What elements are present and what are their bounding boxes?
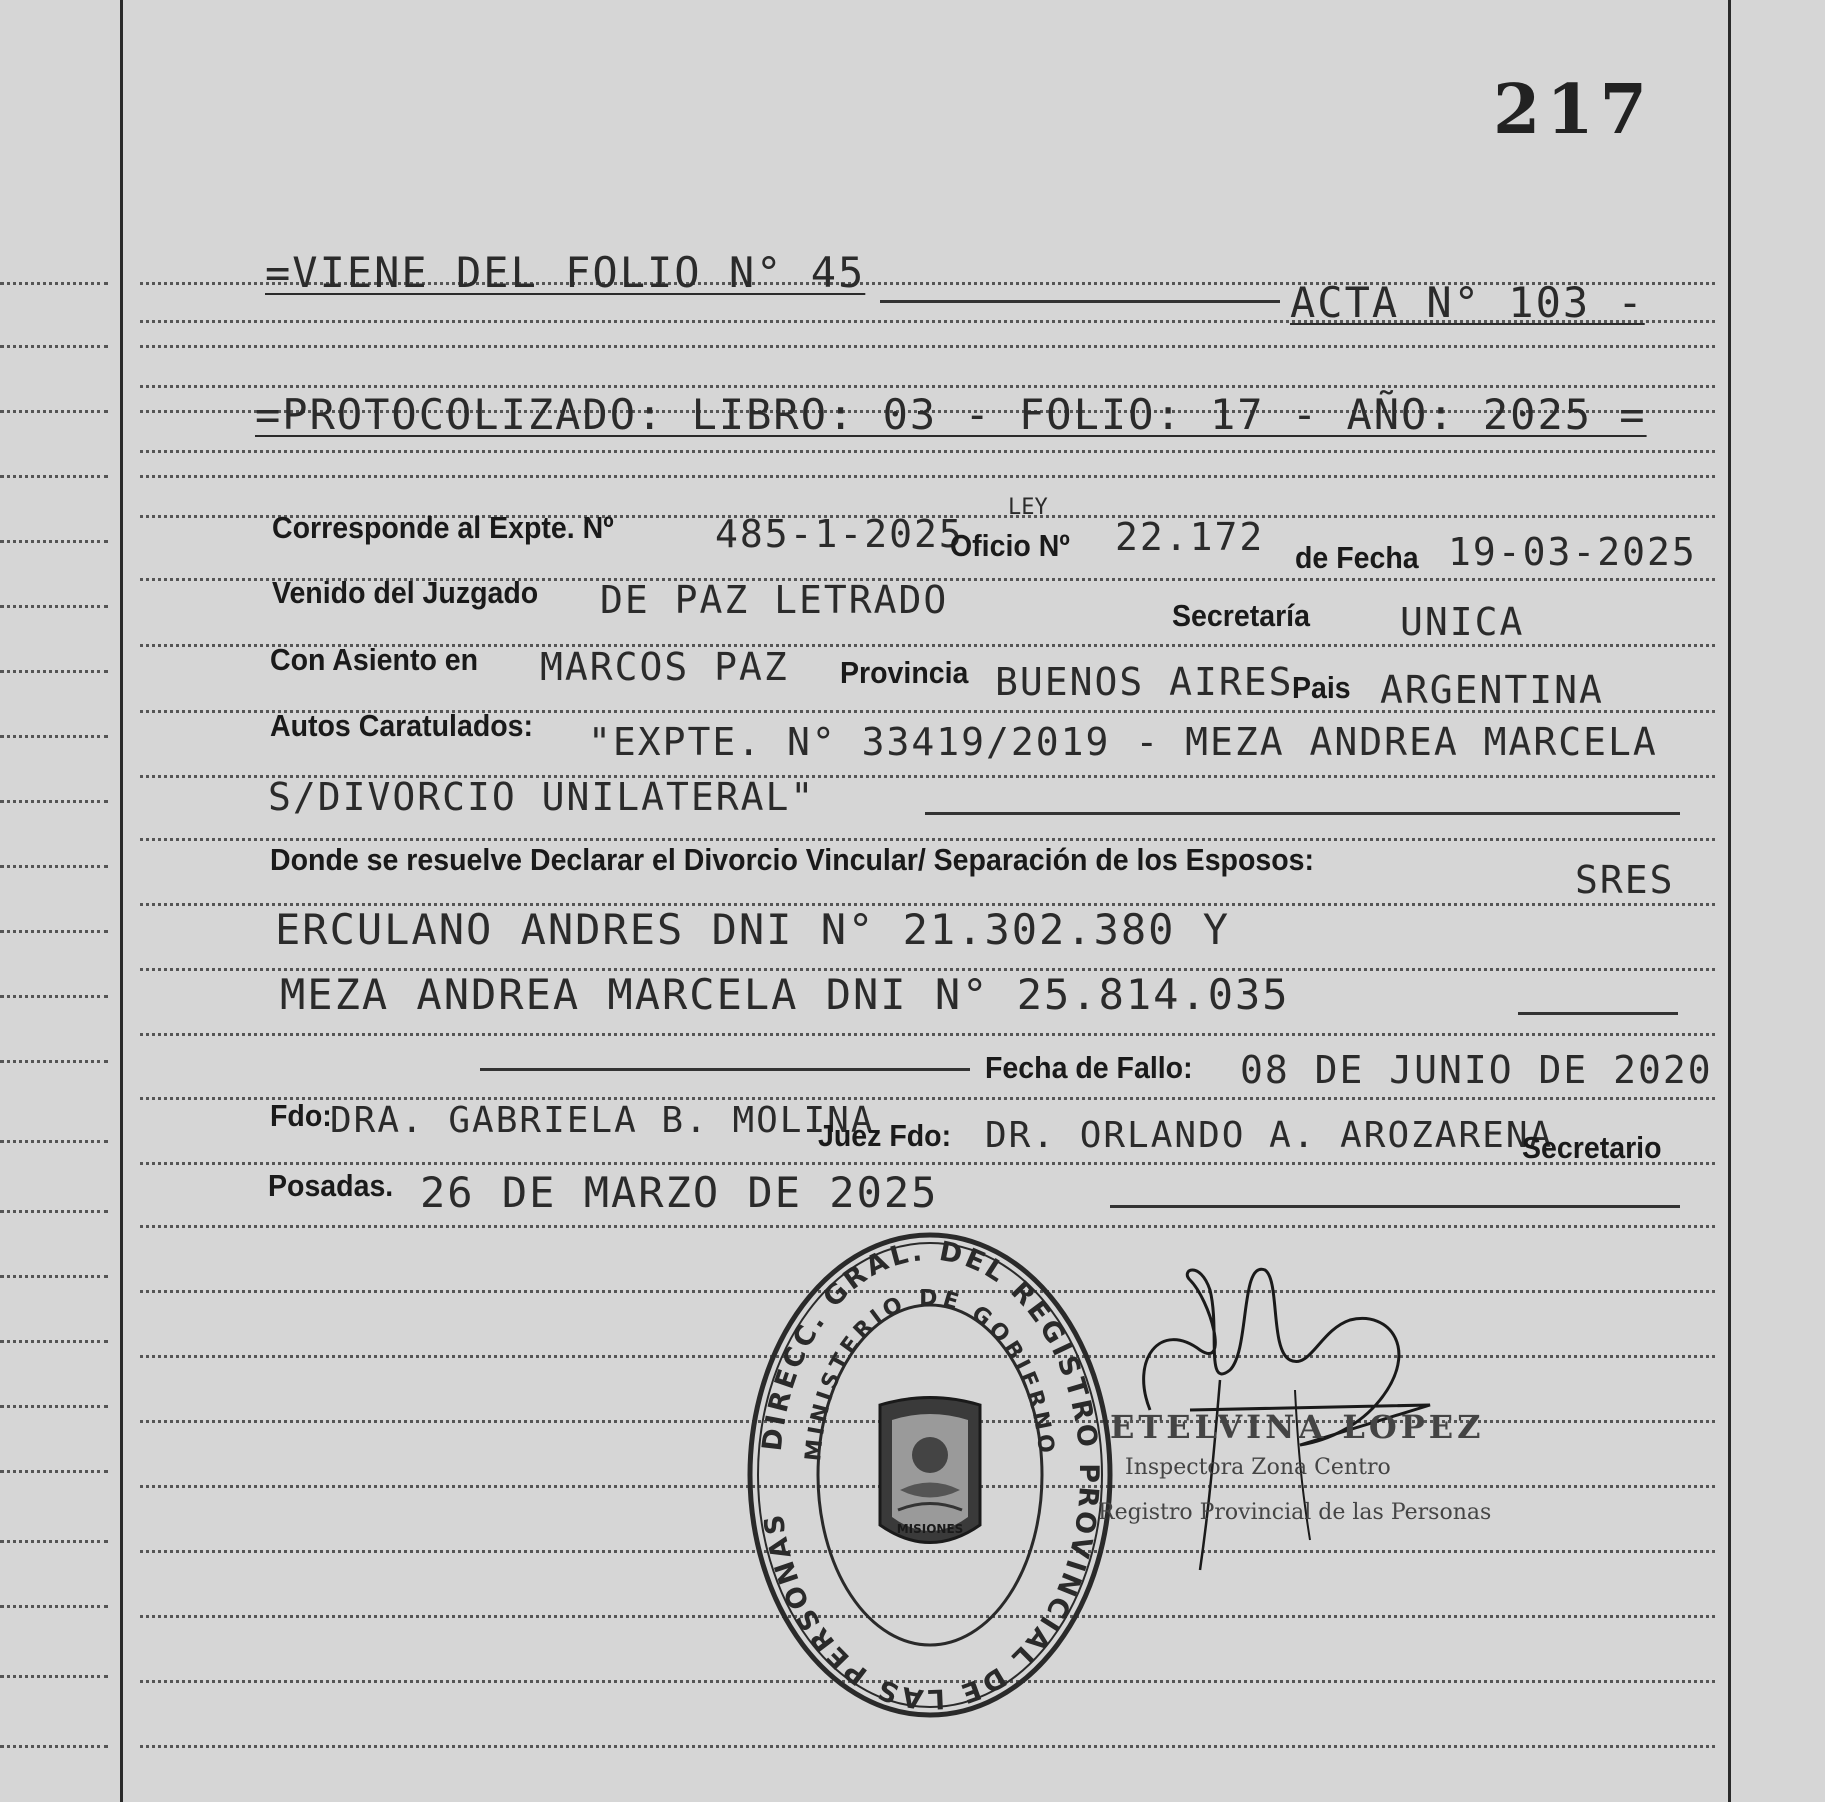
esposo-1: ERCULANO ANDRES DNI N° 21.302.380 Y — [275, 905, 1231, 954]
fallo-value: 08 DE JUNIO DE 2020 — [1240, 1048, 1713, 1092]
autos-label: Autos Caratulados: — [270, 708, 534, 743]
official-seal — [740, 1225, 1120, 1725]
fallo-rule — [480, 1068, 970, 1071]
autos-value-line1: "EXPTE. N° 33419/2019 - MEZA ANDREA MARCELA — [588, 720, 1658, 764]
juzgado-value: DE PAZ LETRADO — [600, 578, 949, 622]
provincial-emblem-icon — [880, 1398, 980, 1543]
venido-label: Venido del Juzgado — [272, 575, 539, 610]
esposos-rule — [1518, 1012, 1678, 1015]
posadas-rule — [1110, 1205, 1680, 1208]
juez-label: Juez Fdo: — [818, 1118, 952, 1153]
oficio-value: 22.172 — [1115, 515, 1265, 559]
seal-inner-text: MINISTERIO DE GOBIERNO — [801, 1285, 1059, 1463]
fecha-label: de Fecha — [1295, 540, 1419, 575]
asiento-value: MARCOS PAZ — [540, 645, 789, 689]
provincia-value: BUENOS AIRES — [995, 660, 1294, 704]
seal-emblem-text: MISIONES — [896, 1522, 964, 1536]
header-rule — [880, 300, 1280, 303]
autos-rule — [925, 812, 1680, 815]
stamp-office: Registro Provincial de las Personas — [1098, 1500, 1492, 1525]
corresponde-label: Corresponde al Expte. Nº — [272, 510, 614, 545]
viene-del-folio: =VIENE DEL FOLIO N° 45 — [265, 248, 866, 297]
secretaria-label: Secretaría — [1172, 598, 1310, 633]
autos-value-line2: S/DIVORCIO UNILATERAL" — [268, 775, 816, 819]
fdo-label: Fdo: — [270, 1098, 332, 1133]
stamp-name: ETELVINA LOPEZ — [1110, 1408, 1485, 1446]
oficio-label: Oficio Nº — [950, 528, 1070, 563]
fallo-label: Fecha de Fallo: — [985, 1050, 1193, 1085]
provincia-label: Provincia — [840, 655, 969, 690]
right-margin-border — [1728, 0, 1731, 1802]
pais-label: Pais — [1292, 670, 1351, 705]
corresponde-row — [272, 510, 643, 546]
acta-number: ACTA N° 103 - — [1290, 278, 1645, 327]
left-margin-border — [120, 0, 123, 1802]
fecha-value: 19-03-2025 — [1448, 530, 1697, 574]
asiento-label: Con Asiento en — [270, 642, 479, 677]
seal-outer-text: DIRECC. GRAL. DEL REGISTRO PROVINCIAL DE LAS PERSONAS — [756, 1235, 1105, 1715]
posadas-value: 26 DE MARZO DE 2025 — [420, 1168, 939, 1217]
stamp-title: Inspectora Zona Centro — [1125, 1455, 1391, 1480]
page-number: 217 — [1493, 70, 1653, 150]
donde-value: SRES — [1575, 858, 1675, 902]
secretaria-value: UNICA — [1400, 600, 1525, 644]
expte-value: 485-1-2025 — [715, 512, 964, 556]
secretario-label: Secretario — [1522, 1130, 1662, 1165]
esposo-2: MEZA ANDREA MARCELA DNI N° 25.814.035 — [280, 970, 1290, 1019]
juez-value: DRA. GABRIELA B. MOLINA — [330, 1100, 875, 1141]
donde-label: Donde se resuelve Declarar el Divorcio Vincular/ Separación de los Esposos: — [270, 842, 1315, 877]
protocolizado: =PROTOCOLIZADO: LIBRO: 03 - FOLIO: 17 - AÑO: 2025 = — [255, 390, 1647, 439]
oficio-superscript: LEY — [1008, 495, 1048, 520]
secretario-value: DR. ORLANDO A. AROZARENA — [985, 1115, 1554, 1156]
posadas-label: Posadas. — [268, 1168, 394, 1203]
pais-value: ARGENTINA — [1380, 668, 1604, 712]
